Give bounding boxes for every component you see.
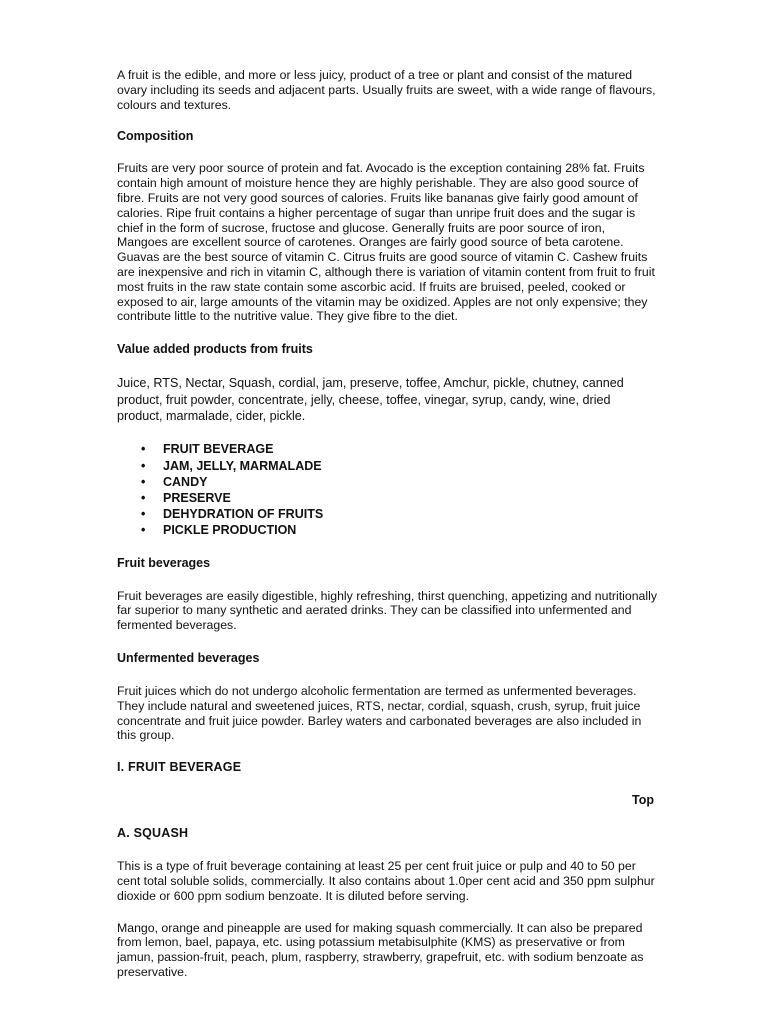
top-link[interactable]: Top xyxy=(632,793,654,808)
fruit-beverages-heading: Fruit beverages xyxy=(117,555,211,570)
intro-paragraph: A fruit is the edible, and more or less juicy, product of a tree or plant and consist of the matured ovary including its seeds and adjacent parts. Usually fruits are sweet, with a wide range of flavours, colours and textures. xyxy=(117,68,656,112)
list-item: • CANDY xyxy=(141,474,208,489)
bullet-icon: • xyxy=(141,523,146,538)
fruit-beverages-paragraph: Fruit beverages are easily digestible, highly refreshing, thirst quenching, appetizing and nutritionally far superior to many synthetic and aerated drinks. They can be classified into unfermented and fermented beverages. xyxy=(117,588,658,633)
composition-heading: Composition xyxy=(117,129,194,144)
bullet-icon: • xyxy=(141,490,146,505)
unfermented-paragraph: Fruit juices which do not undergo alcoholic fermentation are termed as unfermented beverages. They include natural and sweetened juices, RTS, nectar, cordial, squash, crush, syrup, fruit juice concentrate and fruit juice powder. Barley waters and carbonated beverages are also included in this group. xyxy=(117,683,642,743)
value-added-paragraph: Juice, RTS, Nectar, Squash, cordial, jam, preserve, toffee, Amchur, pickle, chutney, canned product, fruit powder, concentrate, jelly, cheese, toffee, vinegar, syrup, candy, wine, dried product, marmalade, cider, pickle. xyxy=(117,376,624,423)
bullet-icon: • xyxy=(141,442,146,457)
bullet-icon: • xyxy=(141,474,146,489)
value-added-heading: Value added products from fruits xyxy=(117,342,313,357)
document-page xyxy=(117,68,657,980)
squash-paragraph-2: Mango, orange and pineapple are used for making squash commercially. It can also be prepared from lemon, bael, papaya, etc. using potassium metabisulphite (KMS) as preservative or from jamun, passion-fruit, peach, plum, raspberry, strawberry, grapefruit, etc. with sodium benzoate as preservative. xyxy=(117,920,644,979)
bullet-icon: • xyxy=(141,458,146,473)
bullet-icon: • xyxy=(141,507,146,522)
list-item: • DEHYDRATION OF FRUITS xyxy=(141,507,324,522)
list-item: • PICKLE PRODUCTION xyxy=(141,523,297,538)
squash-heading: A. SQUASH xyxy=(117,826,189,841)
composition-paragraph: Fruits are very poor source of protein and fat. Avocado is the exception containing 28% fat. Fruits contain high amount of moisture hence they are highly perishable. They are also good source of fibre. Fruits are not very good sources of calories. Fruits like bananas give fairly good amount of calories. Ripe fruit contains a higher percentage of sugar than unripe fruit does and the sugar is chief in the form of sucrose, fructose and glucose. Generally fruits are poor source of iron, Mangoes are excellent source of carotenes. Oranges are fairly good source of beta carotene. Guavas are the best source of vitamin C. Citrus fruits are good source of vitamin C. Cashew fruits are inexpensive and rich in vitamin C, although there is variation of vitamin content from fruit to fruit most fruits in the raw state contain some ascorbic acid. If fruits are bruised, peeled, cooked or exposed to air, large amounts of the vitamin may be oxidized. Apples are not only expensive; they contribute little to the nutritive value. They give fibre to the diet. xyxy=(117,161,655,324)
squash-paragraph-1: This is a type of fruit beverage containing at least 25 per cent fruit juice or pulp and 40 to 50 per cent total soluble solids, commercially. It also contains about 1.0per cent acid and 350 ppm sulphur dioxide or 600 ppm sodium benzoate. It is diluted before serving. xyxy=(117,859,655,903)
list-item: • FRUIT BEVERAGE xyxy=(141,442,274,457)
list-item: • JAM, JELLY, MARMALADE xyxy=(141,458,322,473)
product-list xyxy=(117,441,657,538)
list-item: • PRESERVE xyxy=(141,490,231,505)
section-heading-fruit-beverage: I. FRUIT BEVERAGE xyxy=(117,760,242,775)
unfermented-heading: Unfermented beverages xyxy=(117,650,260,665)
